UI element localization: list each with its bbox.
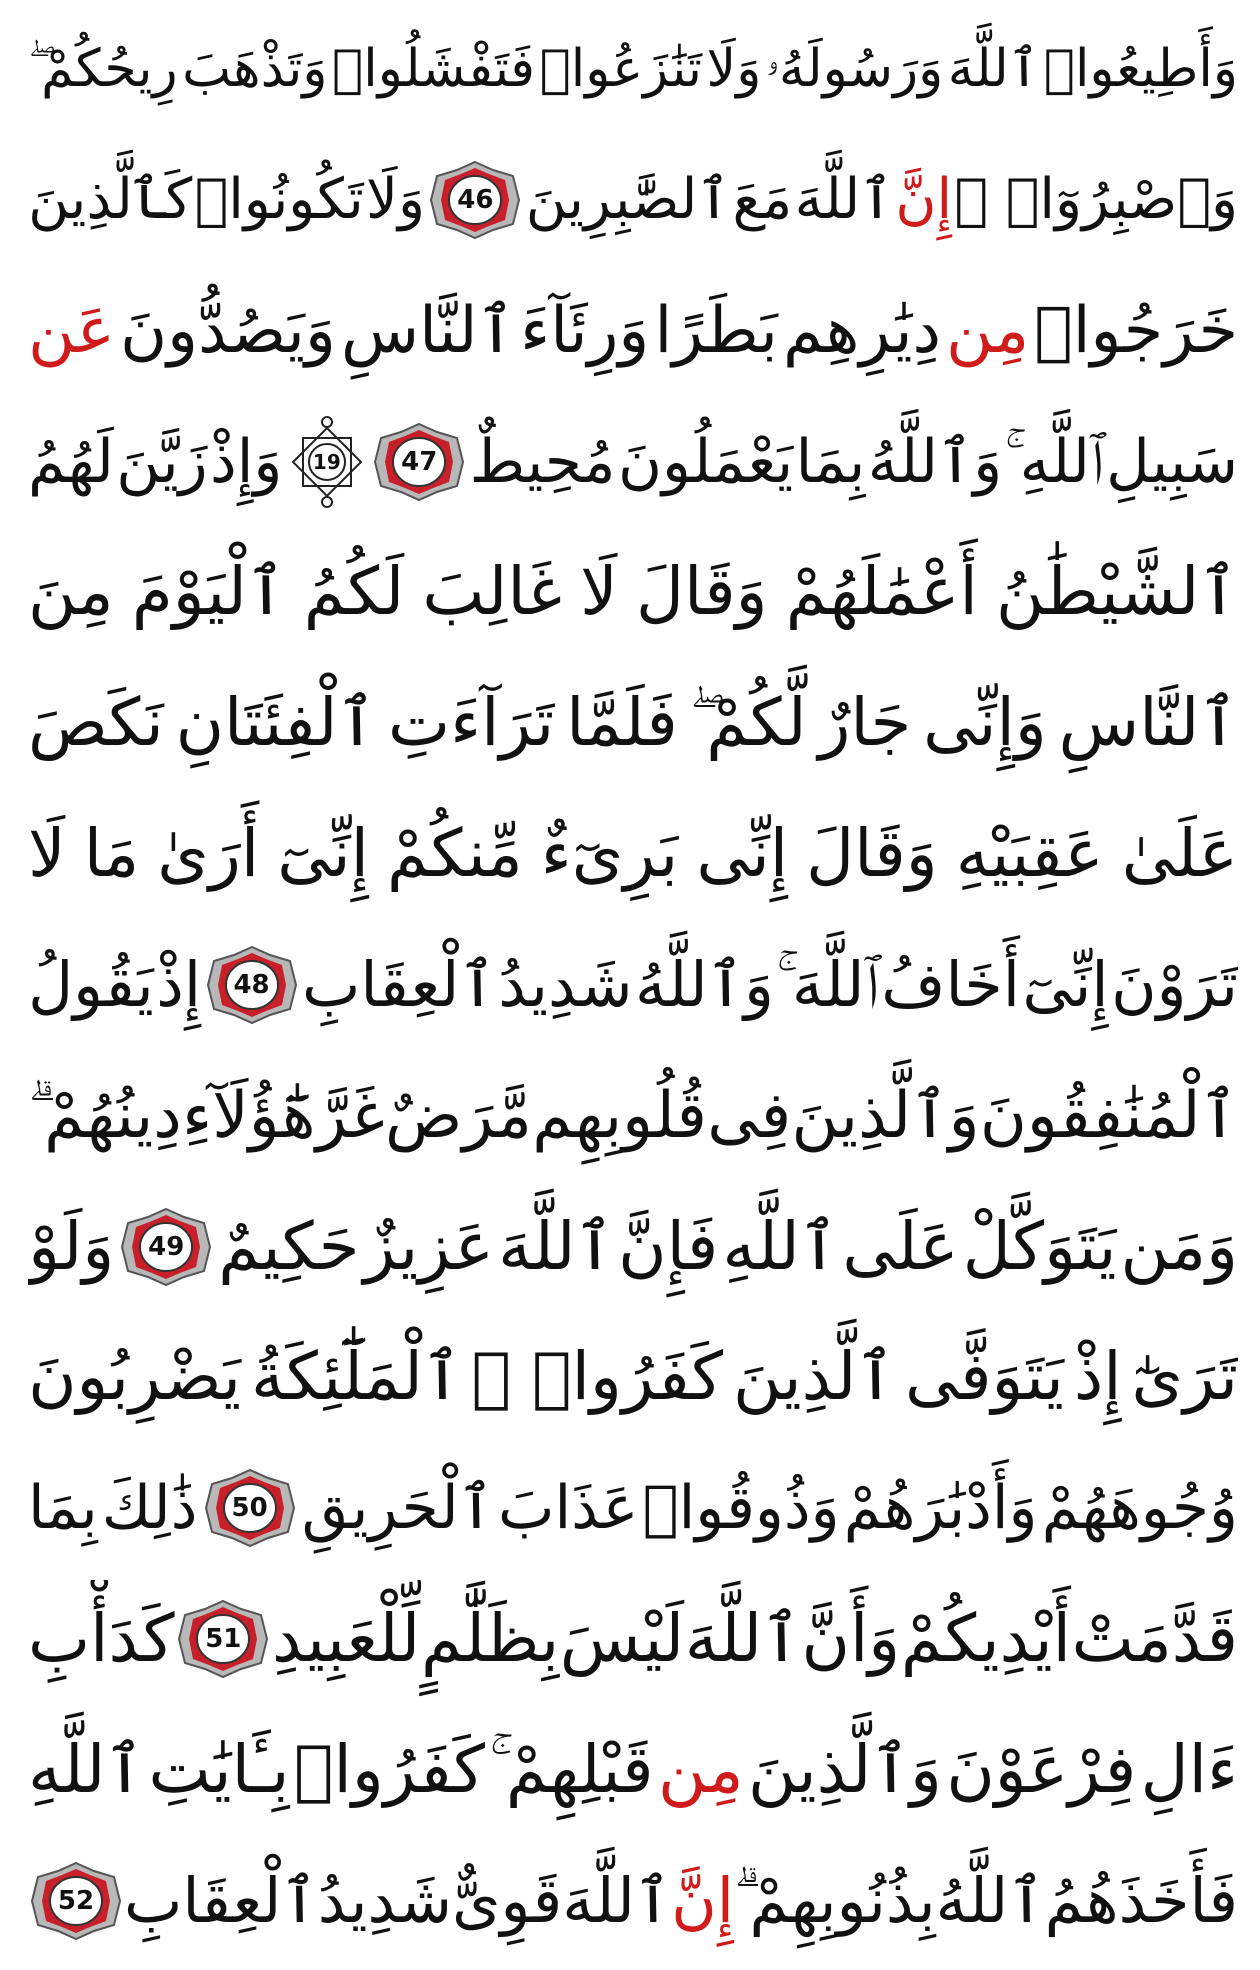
verse-word: جَارٌ — [818, 684, 912, 762]
verse-word: إِنِّىٓ — [277, 815, 369, 893]
verse-word: غَالِبَ — [422, 553, 562, 631]
verse-line — [28, 1711, 1238, 1829]
verse-word: ٱللَّهَ ۚ — [776, 947, 879, 1021]
verse-word: إِنِّى — [696, 815, 789, 893]
verse-word: ٱلْحَرِيقِ — [301, 1473, 494, 1544]
ayah-number: 47 — [401, 446, 438, 477]
verse-word: ٱلنَّاسِ — [1058, 684, 1238, 762]
verse-line — [28, 1842, 1238, 1960]
verse-word: نَكَصَ — [28, 684, 164, 762]
verse-word: وَٱللَّهُ — [867, 426, 1003, 497]
verse-word: يَتَوَكَّلْ — [962, 1207, 1117, 1285]
verse-word: إِنِّىٓ — [1022, 947, 1109, 1021]
verse-word: إِنَّ — [895, 166, 953, 232]
verse-word: وَأَنَّ — [801, 1600, 901, 1678]
verse-line — [28, 272, 1238, 390]
verse-word: بَطَرًا — [654, 293, 778, 368]
verse-word: وَتَذْهَبَ — [182, 39, 328, 99]
verse-word: عَقِبَيْهِ — [955, 815, 1104, 893]
verse-word: بِظَلَّٰمٍ — [420, 1600, 560, 1678]
verse-word: كَدَأْبِ — [28, 1600, 175, 1678]
verse-word: ٱللَّهَ — [947, 39, 1040, 99]
verse-line — [28, 1188, 1238, 1306]
verse-word: عَزِيزٌ — [363, 1207, 495, 1285]
verse-word: أَعْمَٰلَهُمْ — [785, 553, 978, 631]
verse-word: وَإِنِّى — [923, 684, 1047, 762]
verse-word: مِن — [946, 293, 1030, 368]
verse-word: ٱللَّهَ — [498, 1207, 615, 1285]
verse-line — [28, 1580, 1238, 1698]
ayah-number: 46 — [457, 184, 494, 215]
verse-word: تَرَوْنَ — [1111, 947, 1238, 1021]
ayah-number-marker — [202, 1466, 298, 1550]
verse-line — [28, 664, 1238, 782]
verse-word: تَنَٰزَعُوا۟ — [539, 39, 702, 99]
verse-word: لَا — [580, 553, 618, 631]
verse-word: وَإِذْ — [210, 426, 283, 497]
verse-word: ٱلْعِقَابِ — [302, 947, 496, 1021]
verse-word: ٱلْعِقَابِ — [123, 1863, 318, 1937]
ayah-number-marker — [371, 420, 467, 504]
verse-word: ءَالِ — [1140, 1730, 1238, 1808]
ayah-number-marker — [204, 943, 300, 1027]
verse-word: دِيَٰرِهِم — [783, 293, 941, 368]
verse-word: بَرِىٓءٌ — [540, 815, 679, 893]
verse-line — [28, 795, 1238, 913]
verse-word: وَقَالَ — [806, 815, 938, 893]
verse-word: بِـَٔايَٰتِ — [148, 1730, 290, 1808]
verse-word: فَلَمَّا — [566, 684, 678, 762]
verse-word: وَلَوْ — [28, 1207, 115, 1285]
verse-word: مُحِيطٌ — [469, 426, 616, 497]
verse-word: هَٰٓؤُلَآءِ — [182, 1078, 316, 1153]
verse-word: لَيْسَ — [559, 1600, 685, 1678]
verse-word: ٱلنَّاسِ — [341, 293, 515, 368]
verse-word: وَأَدْبَٰرَهُمْ — [843, 1473, 1038, 1544]
verse-word: مَّرَضٌ — [384, 1078, 532, 1153]
verse-word: شَدِيدُ — [498, 947, 633, 1021]
verse-word: عَن — [28, 293, 115, 368]
verse-word: مِن — [657, 1730, 744, 1808]
verse-word: أَخَافُ — [881, 947, 1020, 1021]
verse-word: ٱللَّهِ — [28, 1730, 145, 1808]
verse-word: وَمَن — [1120, 1207, 1238, 1285]
verse-word: قَبْلِهِمْ ۚ — [489, 1730, 654, 1808]
verse-word: تَرَآءَتِ — [388, 684, 555, 762]
verse-word: يَتَوَفَّى — [904, 1338, 1064, 1416]
verse-word: ٱلشَّيْطَٰنُ — [996, 553, 1238, 631]
verse-word: عَذَابَ — [497, 1473, 639, 1544]
verse-word: لَهُمُ — [28, 426, 114, 497]
verse-word: غَرَّ — [315, 1078, 385, 1153]
verse-word: بِذُنُوبِهِمْ ۗ — [733, 1863, 936, 1937]
verse-word: وَأَطِيعُوا۟ — [1043, 39, 1238, 99]
verse-word: ٱلْمُنَٰفِقُونَ — [979, 1078, 1238, 1153]
verse-word: قُلُوبِهِم — [532, 1078, 707, 1153]
rub-el-hizb-icon — [285, 414, 369, 510]
verse-word: بِمَا — [795, 426, 866, 497]
verse-word: شَدِيدُ — [317, 1863, 453, 1937]
verse-word: بِمَا — [28, 1473, 98, 1544]
verse-word: ٱللَّهُ — [935, 1863, 1045, 1937]
verse-word: كَفَرُوا۟ ۙ — [471, 1338, 724, 1416]
verse-word: فَأَخَذَهُمُ — [1044, 1863, 1238, 1937]
verse-line — [28, 1318, 1238, 1436]
verse-line — [28, 1057, 1238, 1175]
verse-word: فِى — [707, 1078, 792, 1153]
verse-word: وَٱلَّذِينَ — [747, 1730, 942, 1808]
ayah-number-marker — [118, 1205, 214, 1289]
verse-line — [28, 141, 1238, 259]
ayah-number-marker — [427, 158, 523, 242]
verse-word: خَرَجُوا۟ — [1034, 293, 1238, 368]
verse-word: ٱللَّهَ — [562, 1863, 672, 1937]
verse-word: قَدَّمَتْ — [1071, 1600, 1238, 1678]
verse-word: فَإِنَّ — [618, 1207, 719, 1285]
verse-line — [28, 10, 1238, 128]
verse-word: أَيْدِيكُمْ — [900, 1600, 1071, 1678]
ayah-number: 52 — [57, 1885, 95, 1916]
verse-word: لَا — [28, 815, 66, 893]
ayah-number: 51 — [205, 1624, 242, 1655]
verse-word: مَا — [83, 815, 140, 893]
verse-word: إِذْ — [1073, 1338, 1122, 1416]
verse-word: فَتَفْشَلُوا۟ — [332, 39, 536, 99]
verse-word: إِذْ — [156, 947, 202, 1021]
verse-word: وَيَصُدُّونَ — [120, 293, 336, 368]
ayah-number: 48 — [233, 969, 270, 1000]
verse-word: مِّنكُمْ — [387, 815, 523, 893]
ayah-number: 50 — [231, 1493, 268, 1524]
verse-word: زَيَّنَ — [116, 426, 208, 497]
verse-word: وَذُوقُوا۟ — [642, 1473, 840, 1544]
verse-word: سَبِيلِ — [1106, 426, 1238, 497]
verse-word: عَلَىٰ — [1121, 815, 1238, 893]
ayah-number-marker — [28, 1859, 124, 1943]
verse-word: وَلَا — [706, 39, 762, 99]
verse-word: لِّلْعَبِيدِ — [271, 1600, 421, 1678]
verse-line — [28, 533, 1238, 651]
verse-word: ٱلصَّٰبِرِينَ — [525, 166, 731, 232]
verse-word: وَٱلَّذِينَ — [791, 1078, 980, 1153]
verse-word: ٱللَّهِ ۚ — [1004, 426, 1104, 497]
verse-word: وَرَسُولَهُۥ — [765, 39, 944, 99]
verse-word: وُجُوهَهُمْ — [1041, 1473, 1238, 1544]
verse-word: وَقَالَ — [636, 553, 768, 631]
verse-word: كَٱلَّذِينَ — [28, 166, 193, 232]
verse-line — [28, 926, 1238, 1044]
verse-word: ٱلَّذِينَ — [733, 1338, 896, 1416]
verse-word: يَضْرِبُونَ — [28, 1338, 242, 1416]
verse-word: رِيحُكُمْ ۖ — [28, 39, 178, 99]
verse-word: إِنَّ — [671, 1863, 734, 1937]
verse-word: تَرَىٰٓ — [1131, 1338, 1238, 1416]
ayah-number: 49 — [148, 1231, 185, 1262]
verse-word: ٱللَّهَ — [684, 1600, 801, 1678]
verse-word: فِرْعَوْنَ — [946, 1730, 1137, 1808]
verse-word: ٱللَّهِ — [722, 1207, 839, 1285]
verse-word: مِنَ — [28, 553, 114, 631]
verse-word: يَقُولُ — [28, 947, 154, 1021]
verse-word: وَٱصْبِرُوٓا۟ ۚ — [954, 166, 1238, 232]
verse-word: ٱللَّهَ — [794, 166, 894, 232]
verse-word: حَكِيمٌ — [218, 1207, 360, 1285]
verse-word: وَلَا — [366, 166, 426, 232]
verse-word: لَكُمُ — [303, 553, 405, 631]
verse-word: لَّكُمْ ۖ — [689, 684, 807, 762]
verse-word: ٱلْيَوْمَ — [131, 553, 286, 631]
hizb-quarter-number: 19 — [312, 449, 341, 474]
verse-word: مَعَ — [732, 166, 793, 232]
verse-word: وَرِئَآءَ — [520, 293, 650, 368]
verse-word: دِينُهُمْ ۗ — [28, 1078, 182, 1153]
verse-word: قَوِىٌّ — [452, 1863, 563, 1937]
ayah-number-marker — [175, 1597, 271, 1681]
verse-word: تَكُونُوا۟ — [194, 166, 364, 232]
verse-word: عَلَى — [842, 1207, 959, 1285]
verse-word: يَعْمَلُونَ — [617, 426, 794, 497]
verse-word: كَفَرُوا۟ — [293, 1730, 485, 1808]
verse-word: وَٱللَّهُ — [635, 947, 774, 1021]
verse-word: ٱلْفِئَتَانِ — [175, 684, 377, 762]
verse-line — [28, 1449, 1238, 1567]
verse-line — [28, 403, 1238, 521]
verse-word: ذَٰلِكَ — [101, 1473, 198, 1544]
verse-word: أَرَىٰ — [157, 815, 260, 893]
verse-word: ٱلْمَلَٰٓئِكَةُ — [250, 1338, 462, 1416]
